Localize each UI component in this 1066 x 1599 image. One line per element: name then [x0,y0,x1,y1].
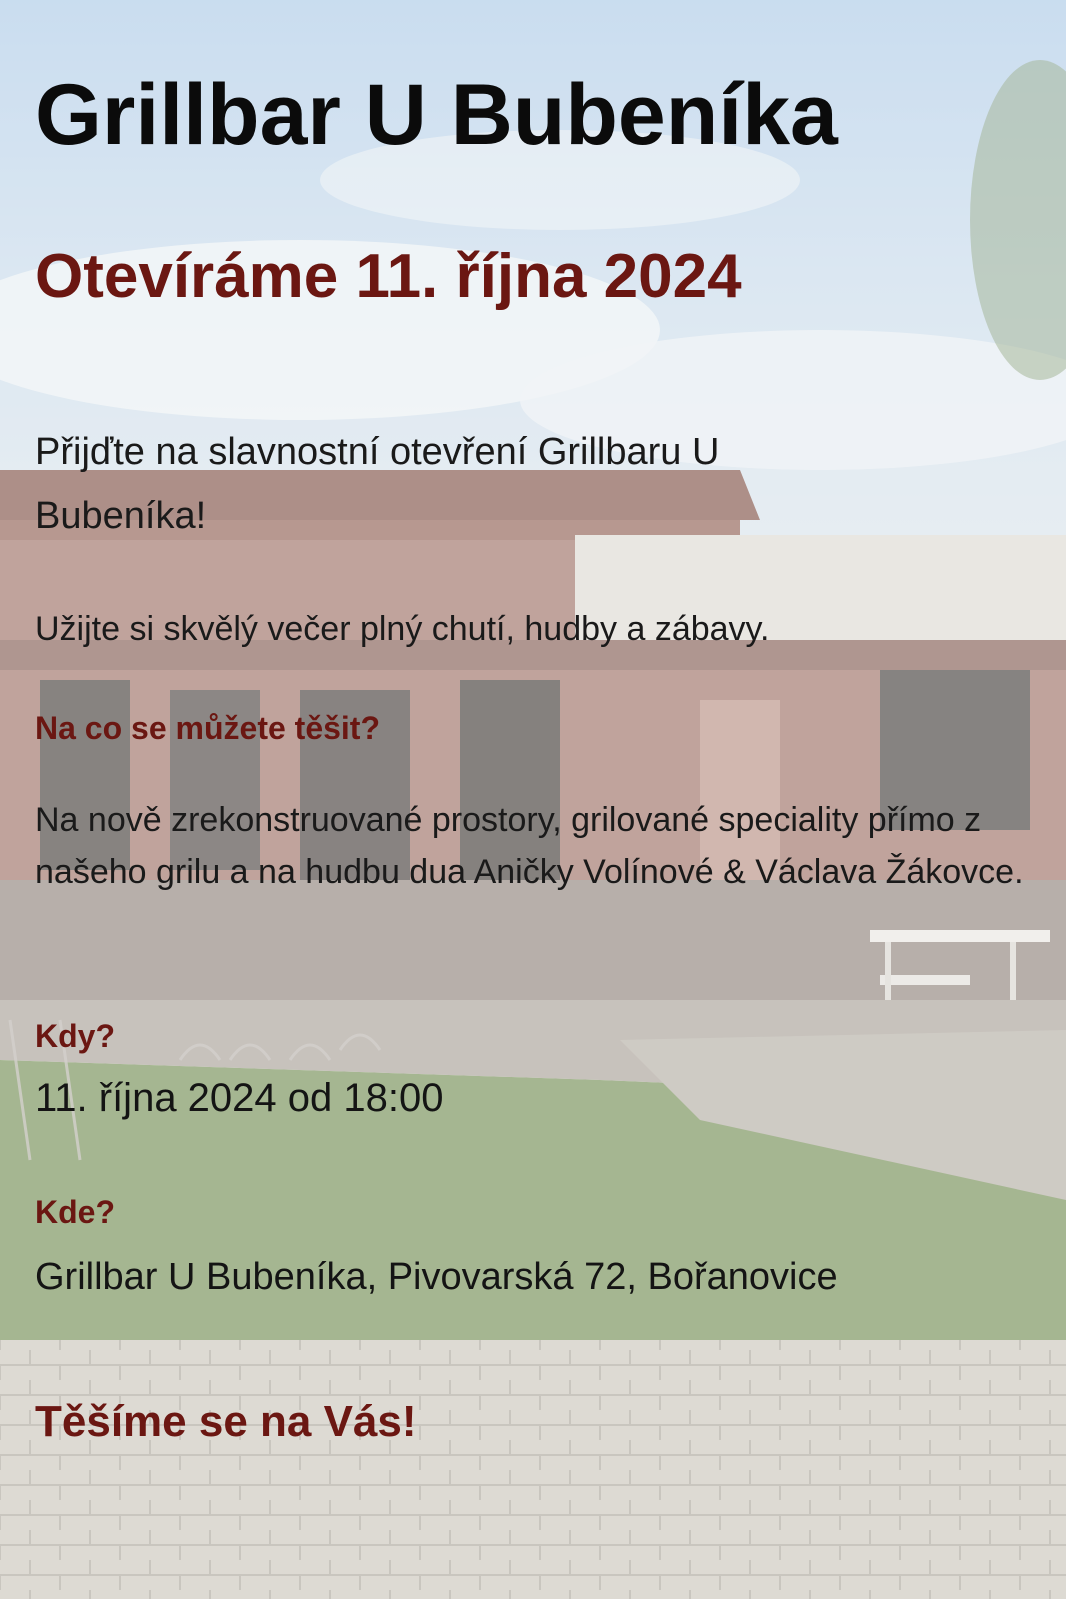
where-value: Grillbar U Bubeníka, Pivovarská 72, Bořanovice [35,1256,838,1298]
invitation-text: Přijďte na slavnostní otevření Grillbaru U Bubeníka! [35,431,720,537]
closing-text: Těšíme se na Vás! [35,1397,417,1446]
page-title: Grillbar U Bubeníka [35,67,838,163]
when-label: Kdy? [35,1018,115,1054]
highlights-heading: Na co se můžete těšit? [35,710,380,746]
opening-date-headline: Otevíráme 11. října 2024 [35,242,742,311]
when-value: 11. října 2024 od 18:00 [35,1076,444,1120]
tagline-text: Užijte si skvělý večer plný chutí, hudby a zábavy. [35,610,770,648]
where-label: Kde? [35,1194,115,1230]
highlights-text: Na nově zrekonstruované prostory, grilované speciality přímo z našeho grilu a na hudbu dua Aničky Volínové & Václava Žákovce. [35,801,1024,891]
